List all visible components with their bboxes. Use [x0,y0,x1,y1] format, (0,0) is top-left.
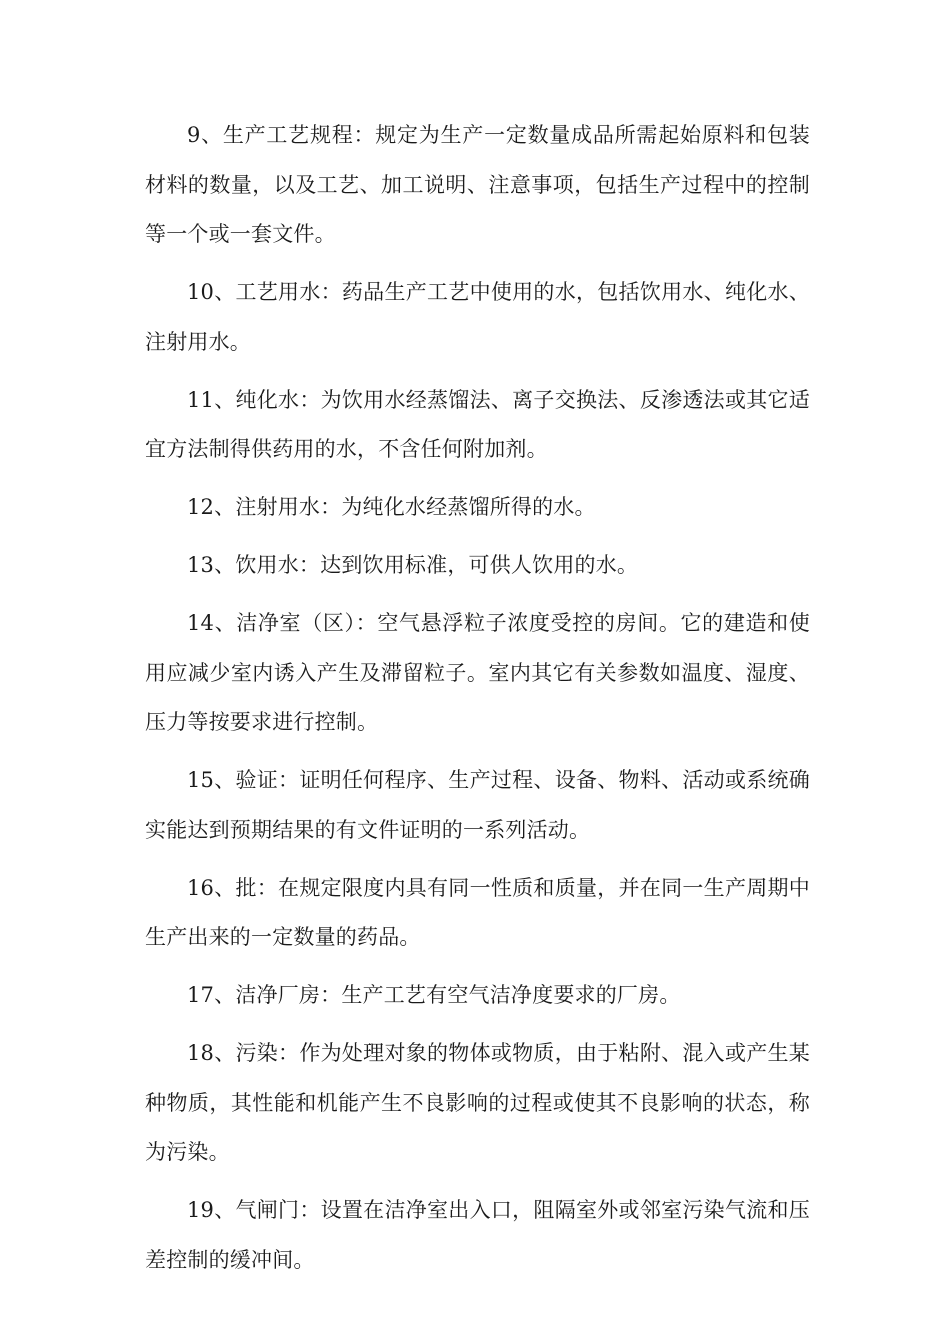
paragraph-14: 14、洁净室（区）：空气悬浮粒子浓度受控的房间。它的建造和使用应减少室内诱入产生及滞留粒子。室内其它有关参数如温度、湿度、压力等按要求进行控制。 [145,611,810,734]
paragraph-17: 17、洁净厂房：生产工艺有空气洁净度要求的厂房。 [187,983,681,1007]
paragraph-19: 19、气闸门：设置在洁净室出入口，阻隔室外或邻室污染气流和压差控制的缓冲间。 [145,1198,810,1272]
paragraph-16: 16、批：在规定限度内具有同一性质和质量，并在同一生产周期中生产出来的一定数量的药品。 [145,875,810,949]
paragraph-11: 11、纯化水：为饮用水经蒸馏法、离子交换法、反渗透法或其它适宜方法制得供药用的水，不含任何附加剂。 [145,387,810,461]
paragraph-10: 10、工艺用水：药品生产工艺中使用的水，包括饮用水、纯化水、注射用水。 [145,280,810,354]
paragraph-13: 13、饮用水：达到饮用标准，可供人饮用的水。 [187,553,639,577]
document-page [145,111,810,1294]
paragraph-9: 9、生产工艺规程：规定为生产一定数量成品所需起始原料和包装材料的数量，以及工艺、加工说明、注意事项，包括生产过程中的控制等一个或一套文件。 [145,123,810,246]
paragraph-12: 12、注射用水：为纯化水经蒸馏所得的水。 [187,495,596,519]
paragraph-18: 18、污染：作为处理对象的物体或物质，由于粘附、混入或产生某种物质，其性能和机能产生不良影响的过程或使其不良影响的状态，称为污染。 [145,1041,810,1164]
paragraph-15: 15、验证：证明任何程序、生产过程、设备、物料、活动或系统确实能达到预期结果的有文件证明的一系列活动。 [145,768,810,842]
